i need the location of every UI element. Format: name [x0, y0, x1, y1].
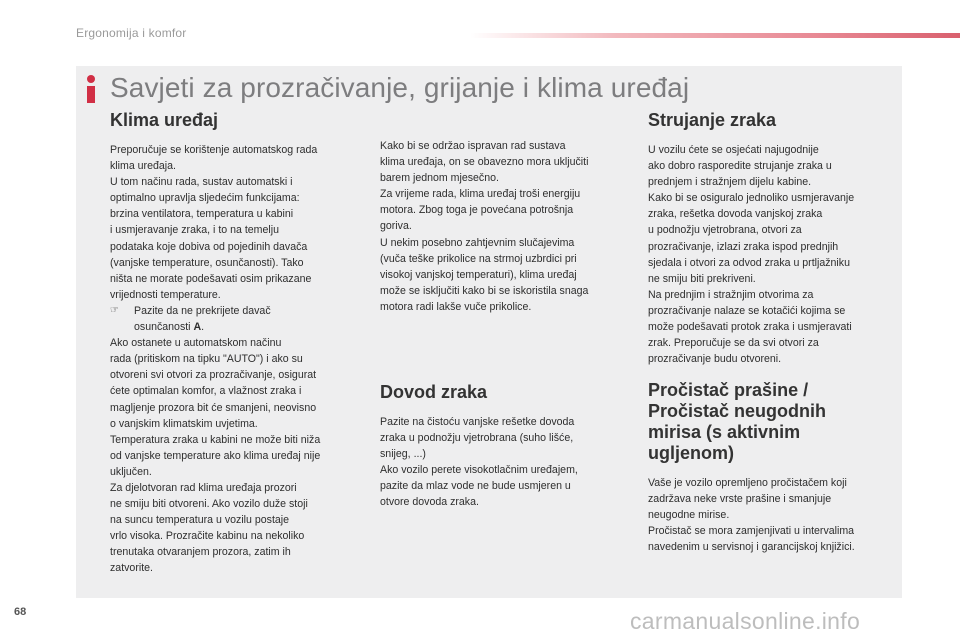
pointing-hand-icon: ☞ [110, 304, 119, 316]
page-number: 68 [14, 606, 27, 618]
dovod-text: Pazite na čistoću vanjske rešetke dovoda zraka u podnožju vjetrobrana (suho lišće, snijeg, ...) Ako vozilo perete visokotlačnim uređajem, pazite da mlaz vode ne bude usmjeren u otvore dovoda zraka. [380, 416, 578, 509]
watermark: carmanualsonline.info [630, 608, 861, 634]
sensor-label: A [193, 321, 202, 334]
klima-bullet [110, 303, 355, 335]
header-gradient-bar [470, 33, 960, 38]
section-header: Ergonomija i komfor [76, 26, 187, 40]
section-strujanje [648, 110, 893, 367]
klima-paragraph-2: Ako ostanete u automatskom načinu rada (pritiskom na tipku "AUTO") i ako su otvoreni svi otvori za prozračivanje, osigurat ćete optimalan komfor, a vlažnost zraka i magljenje prozora bit će smanjeni, neovisno o vanjskim klimatskim uvjetima. Temperatura zraka u kabini ne može biti niža od vanjske temperature ako klima uređaj nije uključen. Za djelotvoran rad klima uređaja prozori ne smiju biti otvoreni. Ako vozilo duže stoji na suncu temperatura u vozilu postaje vrlo visoka. Prozračite kabinu na nekoliko trenutaka otvaranjem prozora, zatim ih zatvorite. [110, 337, 321, 575]
dovod-heading: Dovod zraka [380, 382, 488, 402]
klima-bullet-text: Pazite da ne prekrijete davač osunčanosti A. [134, 304, 271, 334]
strujanje-text: U vozilu ćete se osjećati najugodnije ako dobro rasporedite strujanje zraka u prednjem i stražnjem dijelu kabine. Kako bi se osiguralo jednoliko usmjeravanje zraka, rešetka dovoda vanjskoj zraka u podnožju vjetrobrana, otvori za prozračivanje, izlazi zraka ispod prednjih sjedala i otvori za odvod zraka u prtljažniku ne smiju biti prekriveni. Na prednjim i stražnjim otvorima za prozračivanje nalaze se kotačići kojima se može podešavati protok zraka i usmjeravati zrak. Preporučuje se da svi otvori za prozračivanje budu otvoreni. [648, 144, 855, 366]
section-dovod [380, 382, 625, 511]
procistac-text: Vaše je vozilo opremljeno pročistačem koji zadržava neke vrste prašine i smanjuje neugodne mirise. Pročistač se mora zamjenjivati u intervalima navedenim u servisnoj i garancijskoj knjižici. [648, 477, 855, 554]
page-title: Savjeti za prozračivanje, grijanje i klima uređaj [110, 72, 690, 103]
section-procistac [648, 380, 893, 555]
klima-paragraph-1: Preporučuje se korištenje automatskog rada klima uređaja. U tom načinu rada, sustav automatski i optimalno upravlja sljedećim funkcijama: brzina ventilatora, temperatura u kabini i usmjeravanje zraka, i to na temelju podataka koje dobiva od pojedinih davača (vanjske temperature, osunčanosti). Tako ništa ne morate podešavati osim prikazane vrijednosti temperature. [110, 144, 318, 301]
strujanje-heading: Strujanje zraka [648, 110, 777, 130]
section-klima [110, 110, 355, 577]
klima-paragraph-3: Kako bi se održao ispravan rad sustava klima uređaja, on se obavezno mora uključiti barem jednom mjesečno. Za vrijeme rada, klima uređaj troši energiju motora. Zbog toga je povećana potrošnja goriva. U nekim posebno zahtjevnim slučajevima (vuča teške prikolice na strmoj uzbrdici pri visokoj vanjskoj temperaturi), klima uređaj može se isključiti kako bi se iskoristila snaga motora radi lakše vuče prikolice. [380, 140, 589, 313]
klima-heading: Klima uređaj [110, 110, 219, 130]
info-icon [84, 75, 98, 103]
section-klima-cont [380, 138, 625, 315]
procistac-heading: Pročistač prašine / Pročistač neugodnih mirisa (s aktivnim ugljenom) [648, 380, 827, 463]
